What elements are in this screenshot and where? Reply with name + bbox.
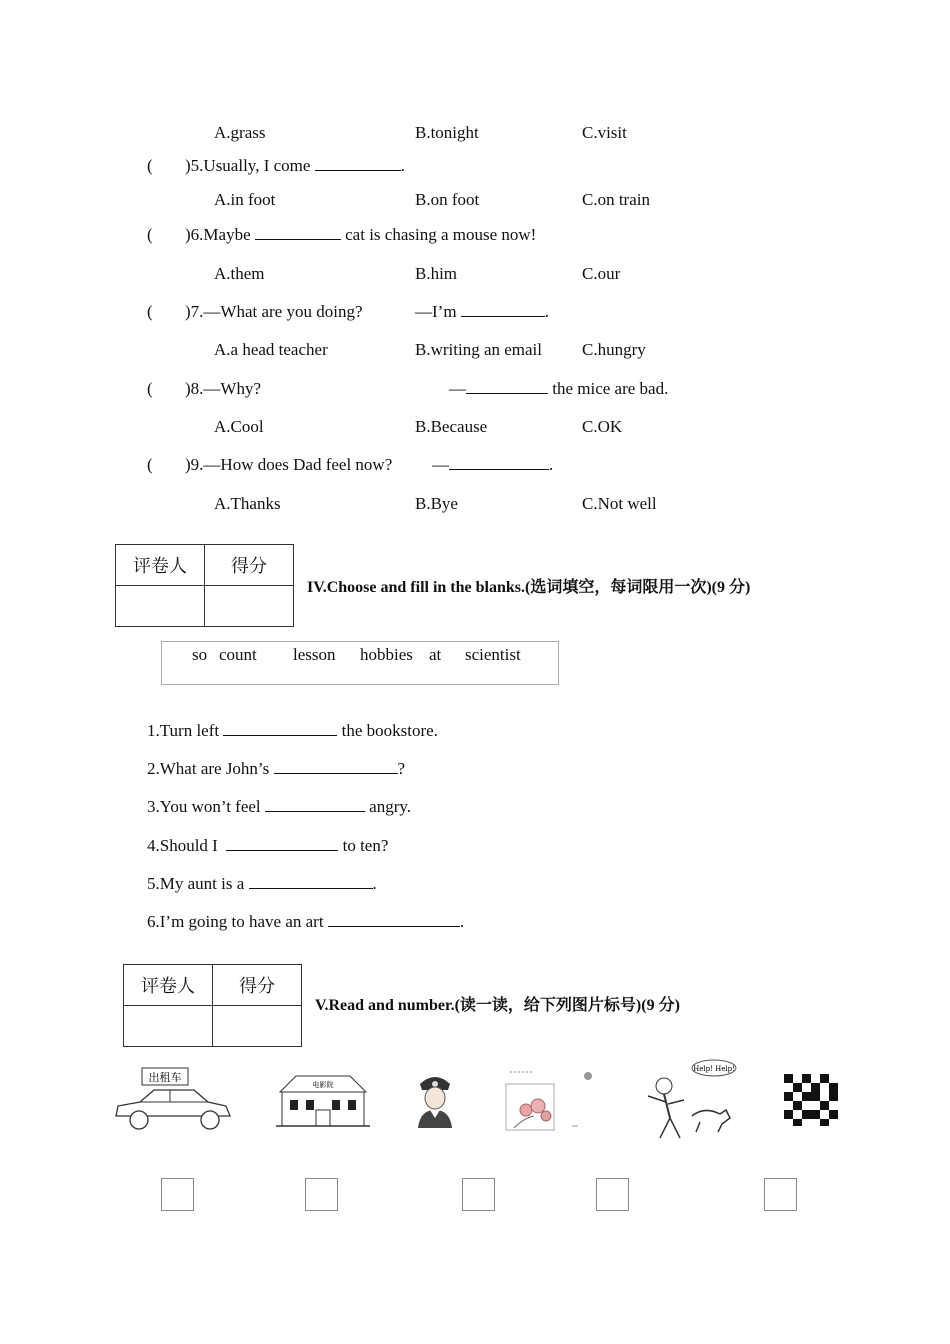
q9-blank[interactable] — [449, 455, 549, 470]
q5-option-a: A.in foot — [214, 190, 276, 209]
q6-option-a: A.them — [214, 264, 265, 283]
answer-box-3[interactable] — [462, 1178, 495, 1211]
score-table-section5 — [123, 964, 302, 1047]
q4-option-c: C.visit — [582, 123, 627, 142]
score-table-section4 — [115, 544, 294, 627]
q5-paren: ( — [147, 156, 153, 175]
section5-title: V.Read and number.(读一读，给下列图片标号)(9 分) — [315, 997, 680, 1014]
q6-question: )6.Maybe cat is chasing a mouse now! — [185, 225, 537, 244]
word-bank-item: hobbies — [360, 645, 413, 664]
fill-sentence-1: 1.Turn left the bookstore. — [147, 721, 438, 740]
fill-blank-4[interactable] — [226, 836, 338, 851]
answer-box-4[interactable] — [596, 1178, 629, 1211]
q5-blank[interactable] — [315, 156, 401, 171]
police-officer-picture — [414, 1070, 456, 1128]
answer-box-1[interactable] — [161, 1178, 194, 1211]
fill-sentence-5: 5.My aunt is a . — [147, 874, 377, 893]
fill-sentence-6: 6.I’m going to have an art . — [147, 912, 465, 931]
cinema-sign-text: 电影院 — [312, 1081, 334, 1089]
answer-box-5[interactable] — [764, 1178, 797, 1211]
score-cell[interactable] — [213, 1006, 302, 1047]
q5-question: )5.Usually, I come . — [185, 156, 405, 175]
fill-blank-2[interactable] — [274, 759, 398, 774]
fill-blank-3[interactable] — [265, 797, 365, 812]
q6-option-b: B.him — [415, 264, 458, 283]
q7-option-c: C.hungry — [582, 340, 646, 359]
q6-blank[interactable] — [255, 225, 341, 240]
cinema-picture — [276, 1066, 370, 1130]
boy-dog-picture — [640, 1058, 740, 1144]
q6-paren: ( — [147, 225, 153, 244]
word-bank-item: at — [429, 645, 442, 664]
answer-box-2[interactable] — [305, 1178, 338, 1211]
word-bank — [161, 641, 559, 685]
q9-reply: — . — [432, 455, 554, 474]
q7-option-a: A.a head teacher — [214, 340, 328, 359]
q8-option-b: B.Because — [415, 417, 488, 436]
q9-option-a: A.Thanks — [214, 494, 281, 513]
score-cell[interactable] — [205, 586, 294, 627]
q7-question: )7.—What are you doing? — [185, 302, 363, 321]
q7-paren: ( — [147, 302, 153, 321]
taxi-sign-text: 出租车 — [148, 1071, 182, 1084]
grader-cell[interactable] — [124, 1006, 213, 1047]
word-bank-item: count — [219, 645, 257, 664]
grader-label: 评卷人 — [116, 545, 205, 586]
taxi-picture — [112, 1066, 234, 1134]
q8-option-c: C.OK — [582, 417, 623, 436]
grader-cell[interactable] — [116, 586, 205, 627]
help-text: Help! Help! — [693, 1065, 735, 1073]
fill-sentence-3: 3.You won’t feel angry. — [147, 797, 412, 816]
score-label: 得分 — [213, 965, 302, 1006]
q5-option-b: B.on foot — [415, 190, 480, 209]
fill-blank-6[interactable] — [328, 912, 460, 927]
word-bank-item: scientist — [465, 645, 521, 664]
section4-title: IV.Choose and fill in the blanks.(选词填空，每词限用一次)(9 分) — [307, 579, 751, 596]
crossword-grid-picture — [784, 1074, 838, 1126]
fill-sentence-4: 4.Should I to ten? — [147, 836, 389, 855]
q8-reply: — the mice are bad. — [449, 379, 669, 398]
score-label: 得分 — [205, 545, 294, 586]
grader-label: 评卷人 — [124, 965, 213, 1006]
q7-option-b: B.writing an email — [415, 340, 543, 359]
q8-question: )8.—Why? — [185, 379, 262, 398]
word-bank-item: so — [192, 645, 208, 664]
q4-option-a: A.grass — [214, 123, 266, 142]
q9-paren: ( — [147, 455, 153, 474]
fill-sentence-2: 2.What are John’s ? — [147, 759, 406, 778]
q8-option-a: A.Cool — [214, 417, 264, 436]
fill-blank-1[interactable] — [223, 721, 337, 736]
q8-blank[interactable] — [466, 379, 548, 394]
q6-option-c: C.our — [582, 264, 621, 283]
book-flower-picture — [504, 1066, 594, 1134]
q5-option-c: C.on train — [582, 190, 650, 209]
q7-reply: —I’m . — [415, 302, 550, 321]
fill-blank-5[interactable] — [249, 874, 373, 889]
q9-option-c: C.Not well — [582, 494, 657, 513]
word-bank-item: lesson — [293, 645, 336, 664]
q8-paren: ( — [147, 379, 153, 398]
q9-option-b: B.Bye — [415, 494, 458, 513]
q7-blank[interactable] — [461, 302, 545, 317]
q4-option-b: B.tonight — [415, 123, 479, 142]
q9-question: )9.—How does Dad feel now? — [185, 455, 393, 474]
